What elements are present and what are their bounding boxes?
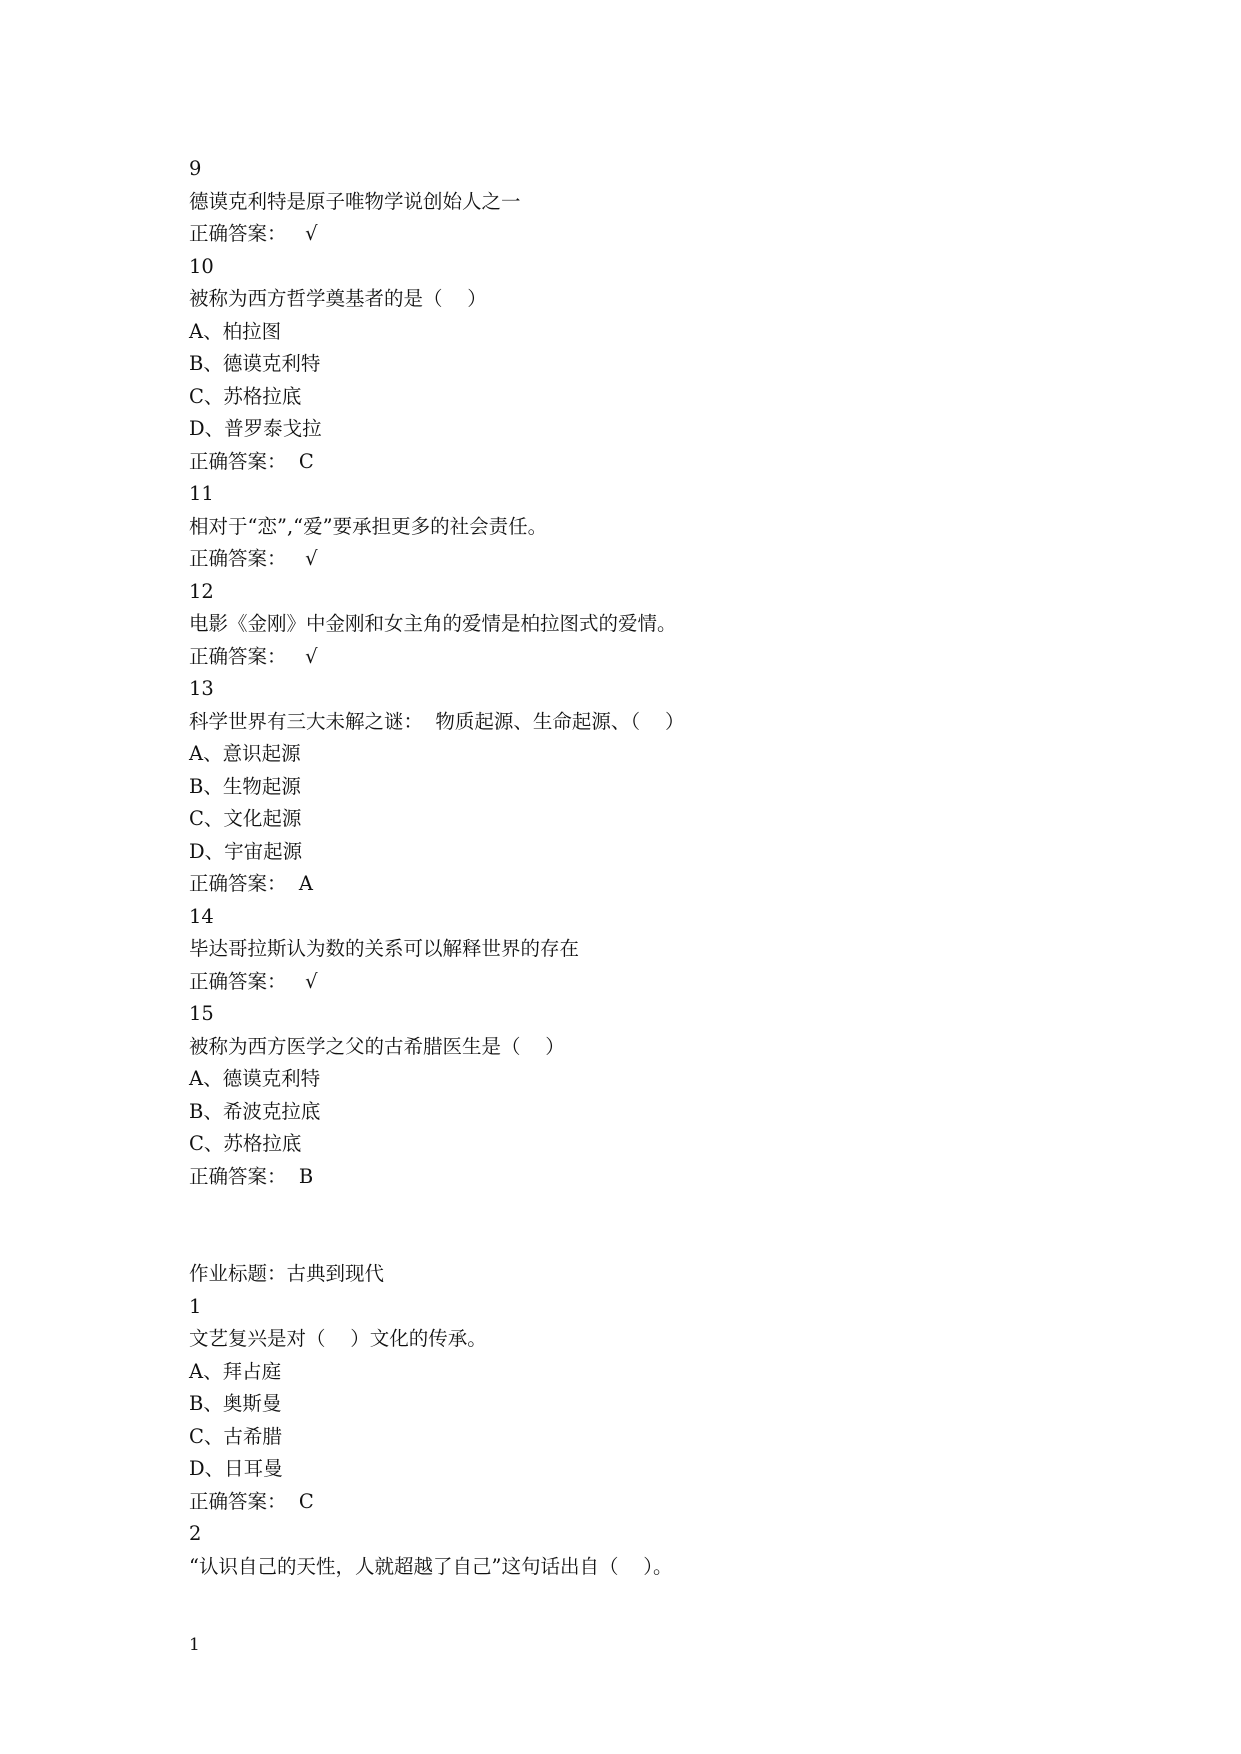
question-number: 1 (189, 1294, 202, 1318)
question-text: 相对于“恋”,“爱”要承担更多的社会责任。 (189, 514, 548, 538)
page-content (189, 153, 1089, 1583)
question-text: “认识自己的天性，人就超越了自己”这句话出自（ ）。 (189, 1554, 673, 1578)
question-text: 被称为西方医学之父的古希腊医生是（ ） (189, 1034, 565, 1058)
option-a: A、拜占庭 (189, 1359, 282, 1383)
option-c: C、文化起源 (189, 807, 302, 830)
section-gap (189, 1193, 1089, 1258)
question-text: 被称为西方哲学奠基者的是（ ） (189, 287, 487, 310)
answer-line: 正确答案： √ (189, 969, 318, 993)
option-c: C、苏格拉底 (189, 384, 302, 408)
section-title: 作业标题：古典到现代 (189, 1262, 385, 1285)
answer-line: 正确答案： √ (189, 644, 318, 668)
answer-line: 正确答案： √ (189, 547, 318, 570)
question-number: 12 (189, 579, 214, 603)
answer-line: 正确答案： C (189, 449, 314, 473)
question-text: 德谟克利特是原子唯物学说创始人之一 (189, 189, 521, 213)
option-b: B、希波克拉底 (189, 1099, 321, 1123)
question-number: 2 (189, 1522, 202, 1545)
page-number: 1 (189, 1635, 200, 1655)
option-a: A、德谟克利特 (189, 1067, 321, 1090)
answer-line: 正确答案： B (189, 1164, 314, 1188)
question-number: 15 (189, 1002, 214, 1025)
option-d: D、宇宙起源 (189, 839, 303, 863)
answer-line: 正确答案： C (189, 1489, 314, 1513)
question-number: 10 (189, 254, 214, 278)
answer-line: 正确答案： A (189, 872, 313, 895)
question-text: 文艺复兴是对（ ）文化的传承。 (189, 1327, 487, 1350)
question-text: 毕达哥拉斯认为数的关系可以解释世界的存在 (189, 937, 580, 960)
option-d: D、日耳曼 (189, 1457, 283, 1480)
option-a: A、柏拉图 (189, 319, 282, 343)
option-c: C、苏格拉底 (189, 1132, 302, 1155)
option-c: C、古希腊 (189, 1424, 282, 1448)
option-b: B、德谟克利特 (189, 352, 321, 375)
option-b: B、生物起源 (189, 774, 301, 798)
question-text: 电影《金刚》中金刚和女主角的爱情是柏拉图式的爱情。 (189, 612, 677, 635)
question-number: 14 (189, 904, 214, 928)
option-d: D、普罗泰戈拉 (189, 417, 322, 440)
question-text: 科学世界有三大未解之谜： 物质起源、生命起源、（ ） (189, 709, 685, 733)
question-number: 13 (189, 677, 214, 700)
question-number: 11 (189, 482, 214, 505)
option-a: A、意识起源 (189, 742, 301, 765)
option-b: B、奥斯曼 (189, 1392, 282, 1415)
answer-line: 正确答案： √ (189, 222, 318, 245)
question-number: 9 (189, 157, 202, 180)
